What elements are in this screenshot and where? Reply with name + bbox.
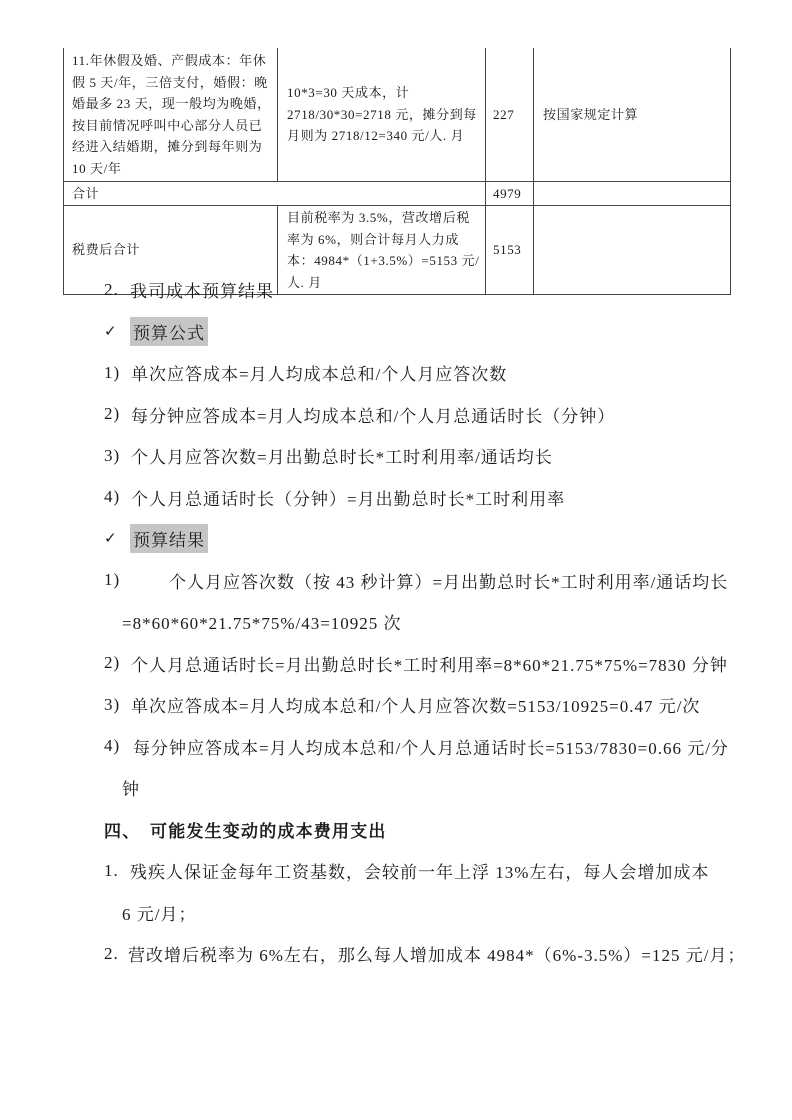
section-heading: [104, 809, 792, 851]
checklist-item-formula: [104, 311, 792, 353]
line-text: 残疾人保证金每年工资基数，会较前一年上浮 13%左右，每人会增加成本: [130, 863, 710, 883]
highlighted-label: 预算结果: [130, 524, 208, 553]
line-text: =8*60*60*21.75*75%/43=10925 次: [122, 614, 402, 634]
after-tax-label-cell: 税费后合计: [64, 206, 278, 295]
change-item: [104, 933, 792, 975]
line-text: 单次应答成本=月人均成本总和/个人月应答次数=5153/10925=0.47 元/次: [131, 697, 701, 717]
heading-text: 可能发生变动的成本费用支出: [150, 821, 387, 841]
document-body: [0, 269, 792, 975]
result-item: [104, 684, 792, 726]
line-text: 每分钟应答成本=月人均成本总和/个人月总通话时长（分钟）: [131, 406, 616, 426]
table-row: [64, 48, 731, 181]
checkmark-icon: ✓: [104, 323, 117, 340]
formula-item: [104, 352, 792, 394]
result-item: [104, 643, 792, 685]
list-marker: 4): [104, 487, 121, 507]
line-text: 每分钟应答成本=月人均成本总和/个人月总通话时长=5153/7830=0.66 元/分: [133, 738, 729, 758]
line-text: 个人月总通话时长=月出勤总时长*工时利用率=8*60*21.75*75%=7830 分钟: [131, 655, 728, 675]
line-text: 6 元/月；: [122, 904, 197, 924]
line-text: 我司成本预算结果: [130, 282, 274, 302]
formula-item: [104, 394, 792, 436]
line-text: 个人月应答次数=月出勤总时长*工时利用率/通话均长: [131, 448, 553, 468]
formula-item: [104, 477, 792, 519]
list-marker: 3): [104, 694, 121, 714]
cost-item-cell: 11.年休假及婚、产假成本：年休假 5 天/年，三倍支付，婚假：晚婚最多 23 天，现一般均为晚婚，按目前情况呼叫中心部分人员已经进入结婚期，摊分到每年则为 10 天/年: [64, 48, 278, 181]
cost-table: [63, 48, 731, 295]
heading-number: 四、: [104, 821, 141, 841]
amount-cell: 227: [486, 48, 534, 181]
result-item-continuation: [122, 767, 792, 809]
highlighted-label: 预算公式: [130, 317, 208, 346]
total-amount-cell: 4979: [486, 181, 534, 206]
list-marker: 2.: [104, 279, 119, 299]
formula-item: [104, 435, 792, 477]
line-text: 个人月应答次数（按 43 秒计算）=月出勤总时长*工时利用率/通话均长: [169, 572, 729, 592]
list-marker: 1): [104, 570, 121, 590]
line-text: 钟: [122, 780, 140, 800]
list-marker: 4): [104, 736, 121, 756]
list-marker: 2.: [104, 943, 119, 963]
list-marker: 1.: [104, 860, 119, 880]
calc-cell: 10*3=30 天成本，计 2718/30*30=2718 元，摊分到每月则为 2718/12=340 元/人. 月: [278, 48, 486, 181]
line-text: 个人月总通话时长（分钟）=月出勤总时长*工时利用率: [131, 489, 566, 509]
section-title: [104, 269, 792, 311]
checklist-item-result: [104, 518, 792, 560]
list-marker: 1): [104, 362, 121, 382]
list-marker: 3): [104, 445, 121, 465]
line-text: 单次应答成本=月人均成本总和/个人月应答次数: [131, 365, 508, 385]
calc-cell: 目前税率为 3.5%，营改增后税率为 6%，则合计每月人力成本：4984*（1+3.5%）=5153 元/人. 月: [278, 206, 486, 295]
list-marker: 2): [104, 653, 121, 673]
total-label-cell: 合计: [64, 181, 486, 206]
list-marker: 2): [104, 404, 121, 424]
table-row-total: [64, 181, 731, 206]
note-cell: [534, 181, 731, 206]
amount-cell: 5153: [486, 206, 534, 295]
checkmark-icon: ✓: [104, 531, 117, 548]
result-item: [104, 560, 792, 602]
line-text: 营改增后税率为 6%左右，那么每人增加成本 4984*（6%-3.5%）=125 元/月；: [128, 946, 746, 966]
result-item-continuation: [122, 601, 792, 643]
change-item: [104, 850, 792, 892]
note-cell: 按国家规定计算: [534, 48, 731, 181]
result-item: [104, 726, 792, 768]
change-item-continuation: [122, 892, 792, 934]
